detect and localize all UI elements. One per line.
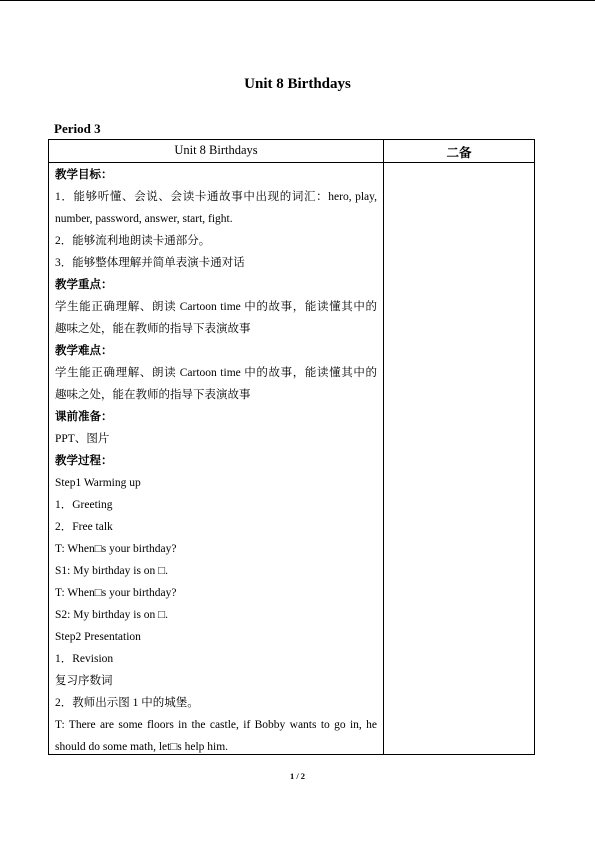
section-heading: 课前准备： xyxy=(55,411,113,423)
section-heading: 教学重点： xyxy=(55,279,113,291)
content-line: 3．能够整体理解并简单表演卡通对话 xyxy=(55,257,245,269)
table-header-unit: Unit 8 Birthdays xyxy=(174,143,258,157)
content-line: 1．Revision xyxy=(55,653,114,665)
content-line: S1: My birthday is on □. xyxy=(55,565,169,577)
content-line: 2．Free talk xyxy=(55,521,113,533)
content-line: Step2 Presentation xyxy=(55,631,141,643)
section-heading: 教学难点： xyxy=(55,345,113,357)
period-label: Period 3 xyxy=(54,121,101,136)
content-line: 学生能正确理解、朗读 Cartoon time 中的故事，能读懂其中的 xyxy=(55,367,377,379)
content-line: 1．Greeting xyxy=(55,499,113,511)
content-line: T: When□s your birthday? xyxy=(55,587,177,599)
content-line: should do some math, let□s help him. xyxy=(55,741,229,753)
page-number: 1 / 2 xyxy=(289,771,306,781)
header-rule xyxy=(0,0,595,1)
content-line: T: When□s your birthday? xyxy=(55,543,177,555)
content-line: 学生能正确理解、朗读 Cartoon time 中的故事，能读懂其中的 xyxy=(55,301,377,313)
content-line: 2．能够流利地朗读卡通部分。 xyxy=(55,235,211,247)
document-title: Unit 8 Birthdays xyxy=(244,76,351,92)
content-line: S2: My birthday is on □. xyxy=(55,609,169,621)
content-line: number, password, answer, start, fight. xyxy=(55,213,233,225)
lesson-content xyxy=(55,164,377,758)
content-line: PPT、图片 xyxy=(55,433,110,445)
content-line: 2．教师出示图 1 中的城堡。 xyxy=(55,697,199,709)
header-divider xyxy=(49,162,534,163)
section-heading: 教学目标： xyxy=(55,169,113,181)
table-header-notes: 二备 xyxy=(446,146,472,160)
content-line: T: There are some floors in the castle, if Bobby wants to go in, he xyxy=(55,719,377,731)
content-line: Step1 Warming up xyxy=(55,477,141,489)
section-heading: 教学过程： xyxy=(55,455,113,467)
content-line: 1．能够听懂、会说、会读卡通故事中出现的词汇：hero, play, xyxy=(55,191,377,203)
lesson-plan-table xyxy=(48,139,535,755)
content-line: 复习序数词 xyxy=(55,675,113,687)
content-line: 趣味之处，能在教师的指导下表演故事 xyxy=(55,323,251,335)
column-divider xyxy=(383,140,384,754)
content-line: 趣味之处，能在教师的指导下表演故事 xyxy=(55,389,251,401)
